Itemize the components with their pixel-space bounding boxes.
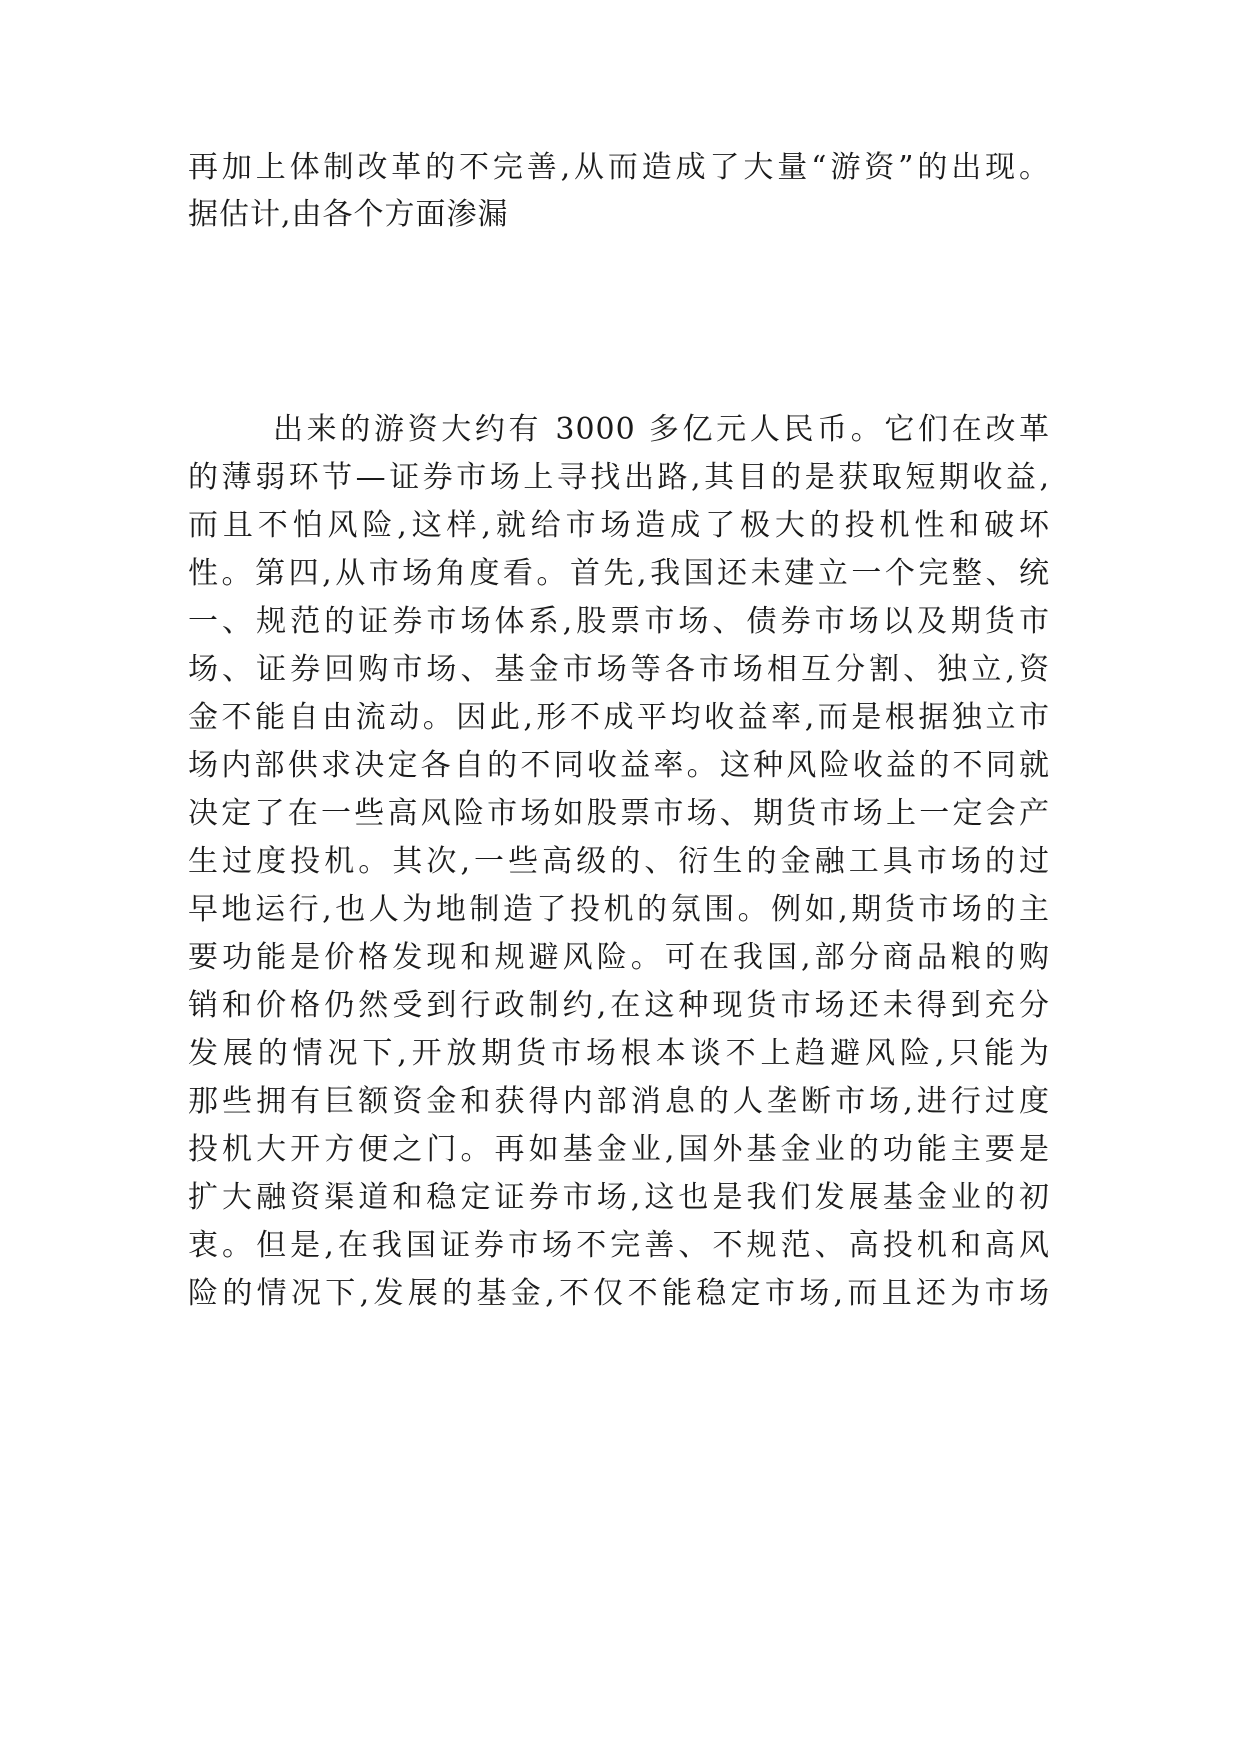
paragraph-2-line-11: 早地运行,也人为地制造了投机的氛围。例如,期货市场的主 [188,892,1050,927]
paragraph-2-line-13: 销和价格仍然受到行政制约,在这种现货市场还未得到充分 [188,988,1050,1023]
paragraph-2-line-16: 投机大开方便之门。再如基金业,国外基金业的功能主要是 [188,1132,1050,1167]
paragraph-2-line-17: 扩大融资渠道和稳定证券市场,这也是我们发展基金业的初 [188,1180,1050,1215]
paragraph-2-line-4: 性。第四,从市场角度看。首先,我国还未建立一个完整、统 [188,556,1050,591]
paragraph-2-line-3: 而且不怕风险,这样,就给市场造成了极大的投机性和破坏 [188,508,1050,543]
paragraph-1-line-2: 据估计,由各个方面渗漏 [188,197,509,232]
paragraph-2-line-9: 决定了在一些高风险市场如股票市场、期货市场上一定会产 [188,796,1050,831]
paragraph-2-line-19: 险的情况下,发展的基金,不仅不能稳定市场,而且还为市场 [188,1276,1050,1311]
paragraph-2-line-14: 发展的情况下,开放期货市场根本谈不上趋避风险,只能为 [188,1036,1050,1071]
paragraph-1-line-1: 再加上体制改革的不完善,从而造成了大量“游资”的出现。 [188,150,1050,185]
paragraph-2-line-5: 一、规范的证券市场体系,股票市场、债券市场以及期货市 [188,604,1050,639]
paragraph-2-line-7: 金不能自由流动。因此,形不成平均收益率,而是根据独立市 [188,700,1050,735]
paragraph-2-line-10: 生过度投机。其次,一些高级的、衍生的金融工具市场的过 [188,844,1050,879]
paragraph-2-line-18: 衷。但是,在我国证券市场不完善、不规范、高投机和高风 [188,1228,1050,1263]
paragraph-2-line-1: 出来的游资大约有 3000 多亿元人民币。它们在改革 [273,412,1050,447]
paragraph-2-line-6: 场、证券回购市场、基金市场等各市场相互分割、独立,资 [188,652,1050,687]
paragraph-2-line-2: 的薄弱环节—证券市场上寻找出路,其目的是获取短期收益, [188,460,1050,495]
paragraph-2-line-8: 场内部供求决定各自的不同收益率。这种风险收益的不同就 [188,748,1050,783]
paragraph-2-line-12: 要功能是价格发现和规避风险。可在我国,部分商品粮的购 [188,940,1050,975]
paragraph-2-line-15: 那些拥有巨额资金和获得内部消息的人垄断市场,进行过度 [188,1084,1050,1119]
